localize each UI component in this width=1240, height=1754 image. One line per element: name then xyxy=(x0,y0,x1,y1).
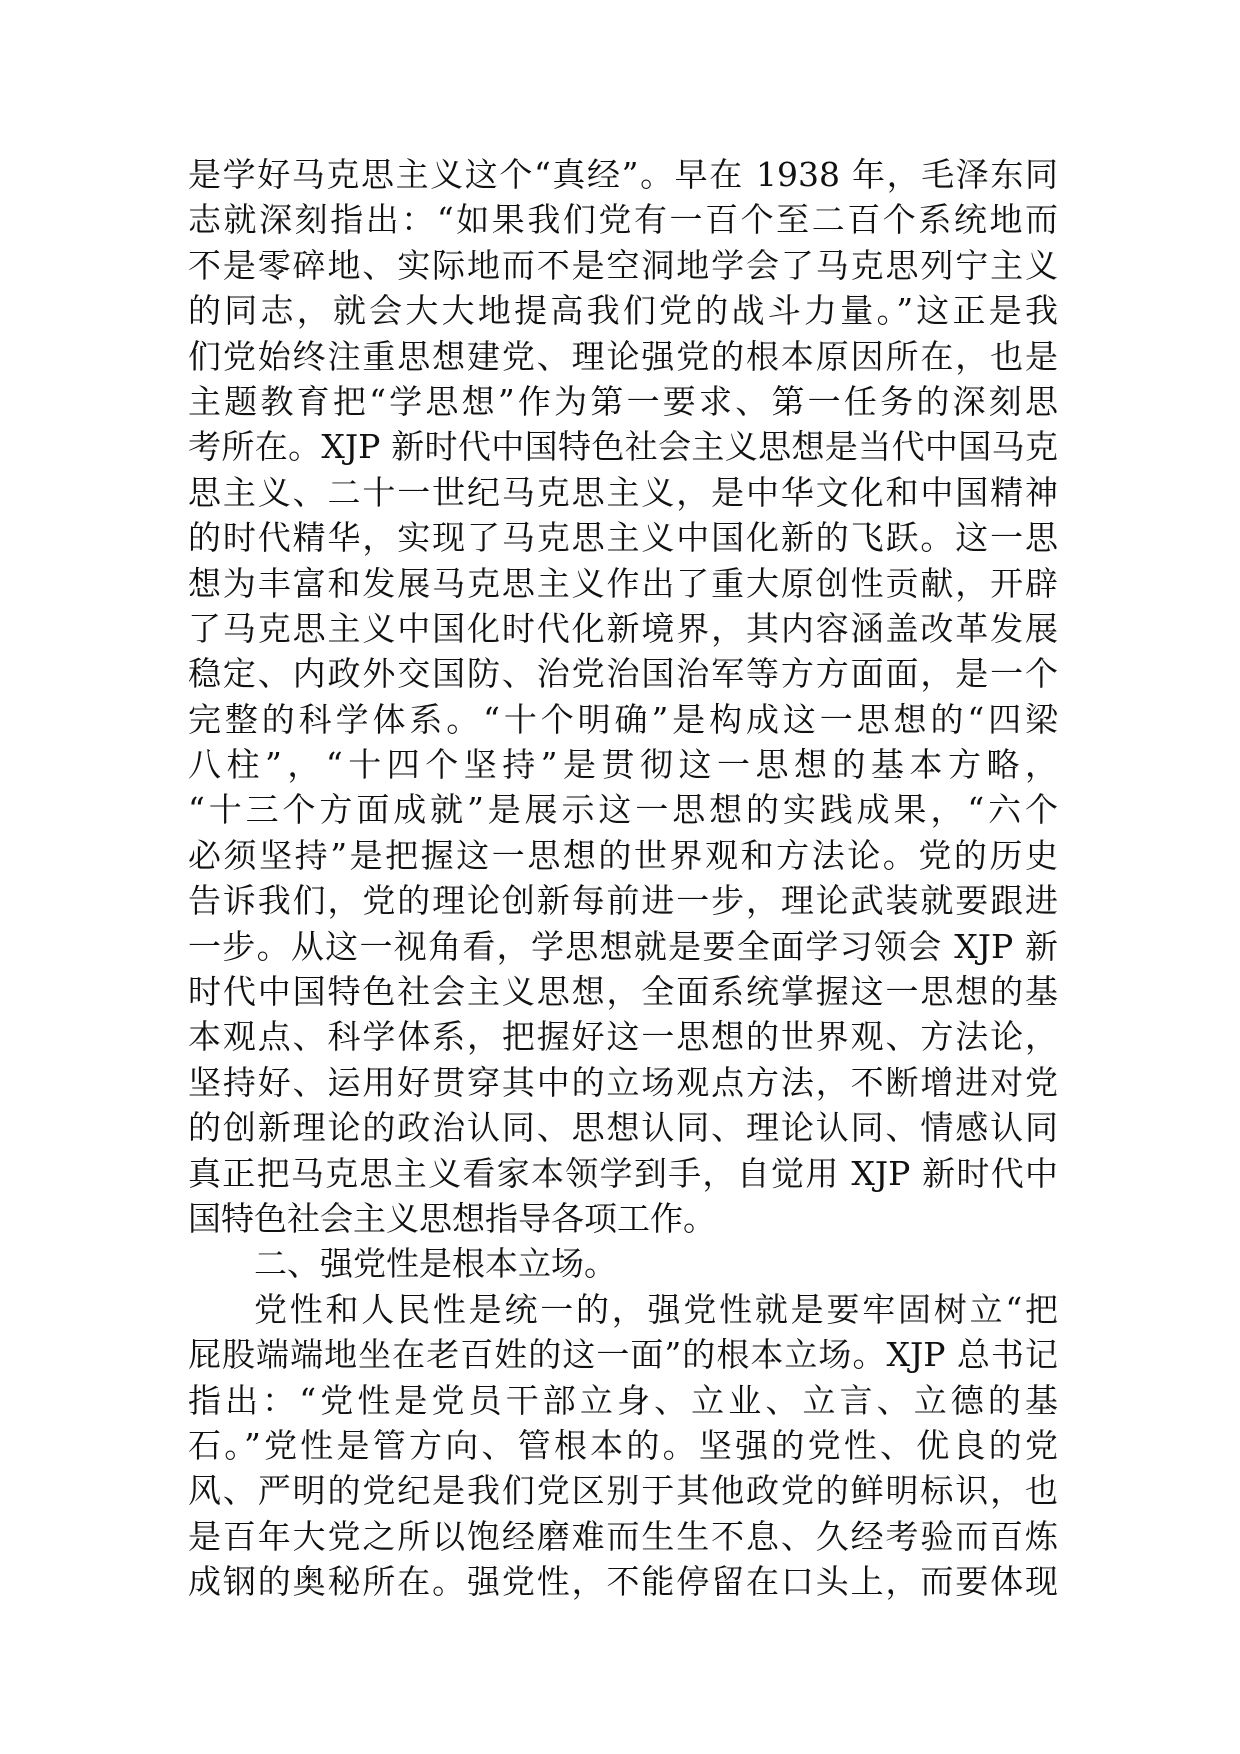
text-line: 主题教育把“学思想”作为第一要求、第一任务的深刻思 xyxy=(188,381,1058,421)
text-line: 成钢的奥秘所在。强党性，不能停留在口头上，而要体现 xyxy=(188,1562,1058,1602)
text-line: 一步。从这一视角看，学思想就是要全面学习领会 XJP 新 xyxy=(188,926,1058,966)
text-line: 的创新理论的政治认同、思想认同、理论认同、情感认同 xyxy=(188,1108,1058,1148)
text-line: 们党始终注重思想建党、理论强党的根本原因所在，也是 xyxy=(188,336,1058,376)
text-line: 完整的科学体系。“十个明确”是构成这一思想的“四梁 xyxy=(188,699,1058,739)
text-line: 了马克思主义中国化时代化新境界，其内容涵盖改革发展 xyxy=(188,608,1058,648)
text-line: 是学好马克思主义这个“真经”。早在 1938 年，毛泽东同 xyxy=(188,155,1058,194)
text-line: 本观点、科学体系，把握好这一思想的世界观、方法论， xyxy=(188,1017,1058,1057)
text-line: 指出：“党性是党员干部立身、立业、立言、立德的基 xyxy=(188,1380,1058,1420)
text-line: 的时代精华，实现了马克思主义中国化新的飞跃。这一思 xyxy=(188,518,1058,558)
text-line: 的同志，就会大大地提高我们党的战斗力量。”这正是我 xyxy=(188,291,1058,331)
text-line: 屁股端端地坐在老百姓的这一面”的根本立场。XJP 总书记 xyxy=(188,1335,1058,1375)
text-line: 是百年大党之所以饱经磨难而生生不息、久经考验而百炼 xyxy=(188,1516,1058,1556)
text-line: 时代中国特色社会主义思想，全面系统掌握这一思想的基 xyxy=(188,972,1058,1012)
text-line: 必须坚持”是把握这一思想的世界观和方法论。党的历史 xyxy=(188,835,1058,875)
text-line: 坚持好、运用好贯穿其中的立场观点方法，不断增进对党 xyxy=(188,1062,1058,1102)
text-line: 想为丰富和发展马克思主义作出了重大原创性贡献，开辟 xyxy=(188,563,1058,603)
text-line: 稳定、内政外交国防、治党治国治军等方方面面，是一个 xyxy=(188,654,1058,694)
text-line: 二、强党性是根本立场。 xyxy=(254,1244,617,1284)
text-line: 不是零碎地、实际地而不是空洞地学会了马克思列宁主义 xyxy=(188,245,1058,285)
body-text xyxy=(188,152,1058,1605)
text-line: 八柱”，“十四个坚持”是贯彻这一思想的基本方略， xyxy=(188,745,1058,785)
text-line: 志就深刻指出：“如果我们党有一百个至二百个系统地而 xyxy=(188,200,1058,240)
text-line: 考所在。XJP 新时代中国特色社会主义思想是当代中国马克 xyxy=(188,427,1058,467)
text-line: 国特色社会主义思想指导各项工作。 xyxy=(188,1198,716,1238)
text-line: 党性和人民性是统一的，强党性就是要牢固树立“把 xyxy=(254,1289,1058,1329)
text-line: 风、严明的党纪是我们党区别于其他政党的鲜明标识，也 xyxy=(188,1471,1058,1511)
text-line: 真正把马克思主义看家本领学到手，自觉用 XJP 新时代中 xyxy=(188,1153,1058,1193)
text-line: 石。”党性是管方向、管根本的。坚强的党性、优良的党 xyxy=(188,1425,1058,1465)
text-line: “十三个方面成就”是展示这一思想的实践成果，“六个 xyxy=(188,790,1058,830)
text-line: 思主义、二十一世纪马克思主义，是中华文化和中国精神 xyxy=(188,472,1058,512)
text-line: 告诉我们，党的理论创新每前进一步，理论武装就要跟进 xyxy=(188,881,1058,921)
